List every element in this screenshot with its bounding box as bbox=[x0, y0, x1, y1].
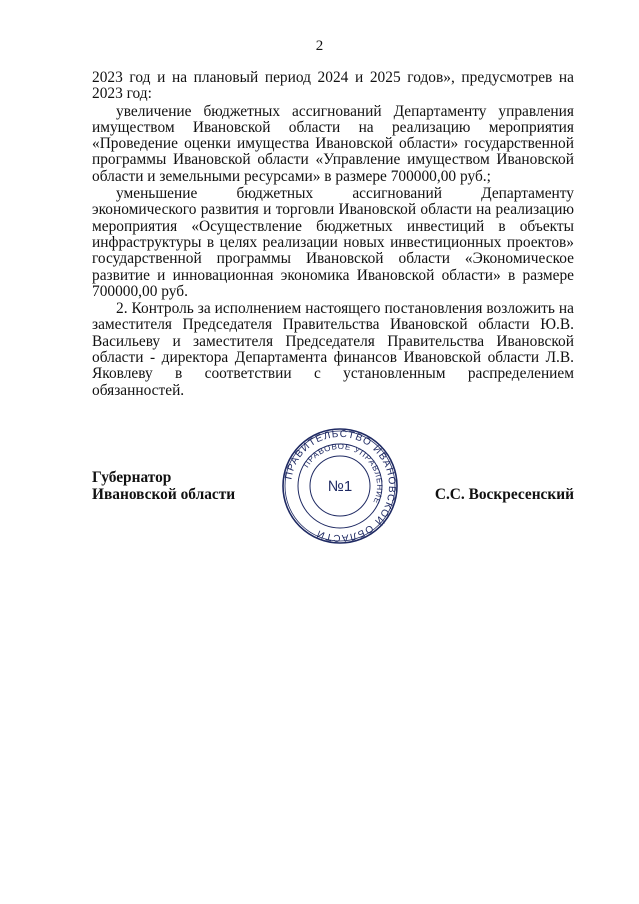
signatory-title-line-2: Ивановской области bbox=[92, 486, 236, 503]
signatory-title bbox=[92, 469, 235, 503]
paragraph-increase: увеличение бюджетных ассигнований Департаменту управления имуществом Ивановской области на реализацию мероприятия «Проведение оценки имущества Ивановской области» государственной программы Ивановской области «Управление имуществом Ивановской области и земельными ресурсами» в размере 700000,00 руб.; bbox=[92, 102, 574, 185]
signatory-title-line-1: Губернатор bbox=[92, 469, 172, 486]
paragraph-continuation: 2023 год и на плановый период 2024 и 2025 годов», предусмотрев на 2023 год: bbox=[92, 69, 574, 103]
seal-outer-text: ПРАВИТЕЛЬСТВО ИВАНОВСКОЙ ОБЛАСТИ bbox=[283, 428, 398, 544]
seal-stamp bbox=[281, 427, 399, 545]
paragraph-decrease: уменьшение бюджетных ассигнований Департаменту экономического развития и торговли Ивановской области на реализацию мероприятия «Осуществление бюджетных инвестиций в объекты инфраструктуры в целях реализации новых инвестиционных проектов» государственной программы Ивановской области «Экономическое развитие и инновационная экономика Ивановской области» в размере 700000,00 руб. bbox=[92, 185, 574, 300]
seal-inner-text: ПРАВОВОЕ УПРАВЛЕНИЕ bbox=[301, 441, 385, 506]
page-number: 2 bbox=[315, 38, 324, 54]
signatory-name: С.С. Воскресенский bbox=[434, 486, 574, 503]
document-body bbox=[92, 70, 574, 400]
seal-center-text: №1 bbox=[327, 478, 353, 495]
paragraph-control: 2. Контроль за исполнением настоящего постановления возложить на заместителя Председателя Правительства Ивановской области Ю.В. Васильеву и заместителя Председателя Правительства Ивановской области - директора Департамента финансов Ивановской области Л.В. Яковлеву в соответствии с установленным распределением обязанностей. bbox=[92, 300, 574, 399]
